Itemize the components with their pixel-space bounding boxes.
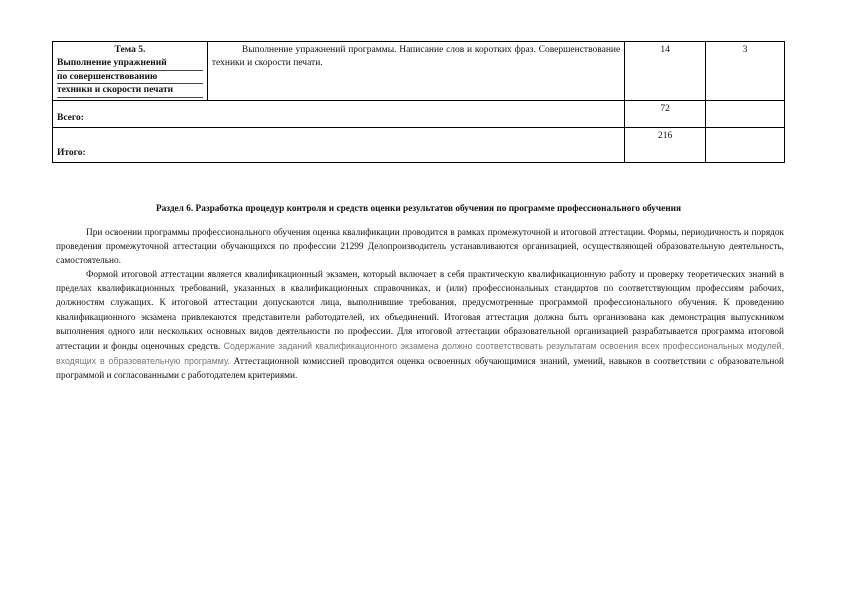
program-table [52,41,785,163]
total-label: Всего: [53,101,625,128]
table-row [53,42,785,101]
paragraph [56,268,784,383]
total-extra [706,101,785,128]
content-cell [207,42,624,101]
hours-cell: 14 [625,42,706,101]
paragraph: При освоении программы профессионального обучения оценка квалификации проводится в рамках промежуточной и итоговой аттестации. Формы, периодичность и порядок проведения промежуточной аттестации обучающихся по профессии 21299 Делопроизводитель устанавливаются организацией, осуществляющей образовательную деятельность, самостоятельно. [56,228,784,267]
grand-total-label: Итого: [53,128,625,163]
total-hours: 72 [625,101,706,128]
topic-title-line: Выполнение упражнений [57,57,203,71]
topic-number: Тема 5. [114,45,146,55]
paragraph-gray-text: Содержание заданий квалификационного экзамена должно соответствовать результатам освоения всех профессиональных модулей, входящих в образовательную программу. [56,340,785,366]
grand-total-hours: 216 [625,128,706,163]
paragraph-text: Формой итоговой аттестации является квалификационный экзамен, который включает в себя практическую квалификационную работу и проверку теоретических знаний в пределах квалификационных требований, указанных в квалификационных справочниках, и (или) профессиональных стандартов по соответствующим профессиям рабочих, должностям служащих. К итоговой аттестации допускаются лица, выполнившие требования, предусмотренные программой профессионального обучения. К проведению квалификационного экзамена привлекаются представители работодателей, их объединений. Итоговая аттестация должна быть организована как демонстрация выпускником выполнения одного или нескольких основных видов деятельности по профессии. Для итоговой аттестации образовательной организацией разрабатывается программа итоговой аттестации и фонды оценочных средств. [56,270,784,352]
grand-total-extra [706,128,785,163]
topic-content: Выполнение упражнений программы. Написание слов и коротких фраз. Совершенствование техники и скорости печати. [211,45,621,68]
topic-cell [53,42,208,101]
extra-hours-cell: 3 [706,42,785,101]
grand-total-row [53,128,785,163]
section-title: Раздел 6. Разработка процедур контроля и средств оценки результатов обучения по программе профессионального обучения [155,204,682,214]
total-row [53,101,785,128]
topic-title-line: по совершенствованию [57,71,203,85]
topic-title-line: техники и скорости печати [57,84,203,98]
section-body [56,226,784,383]
paragraph-text: Аттестационной комиссией проводится оценка освоенных обучающимися знаний, умений, навыков в соответствии с образовательной программой и согласованными с работодателем критериями. [56,356,784,381]
